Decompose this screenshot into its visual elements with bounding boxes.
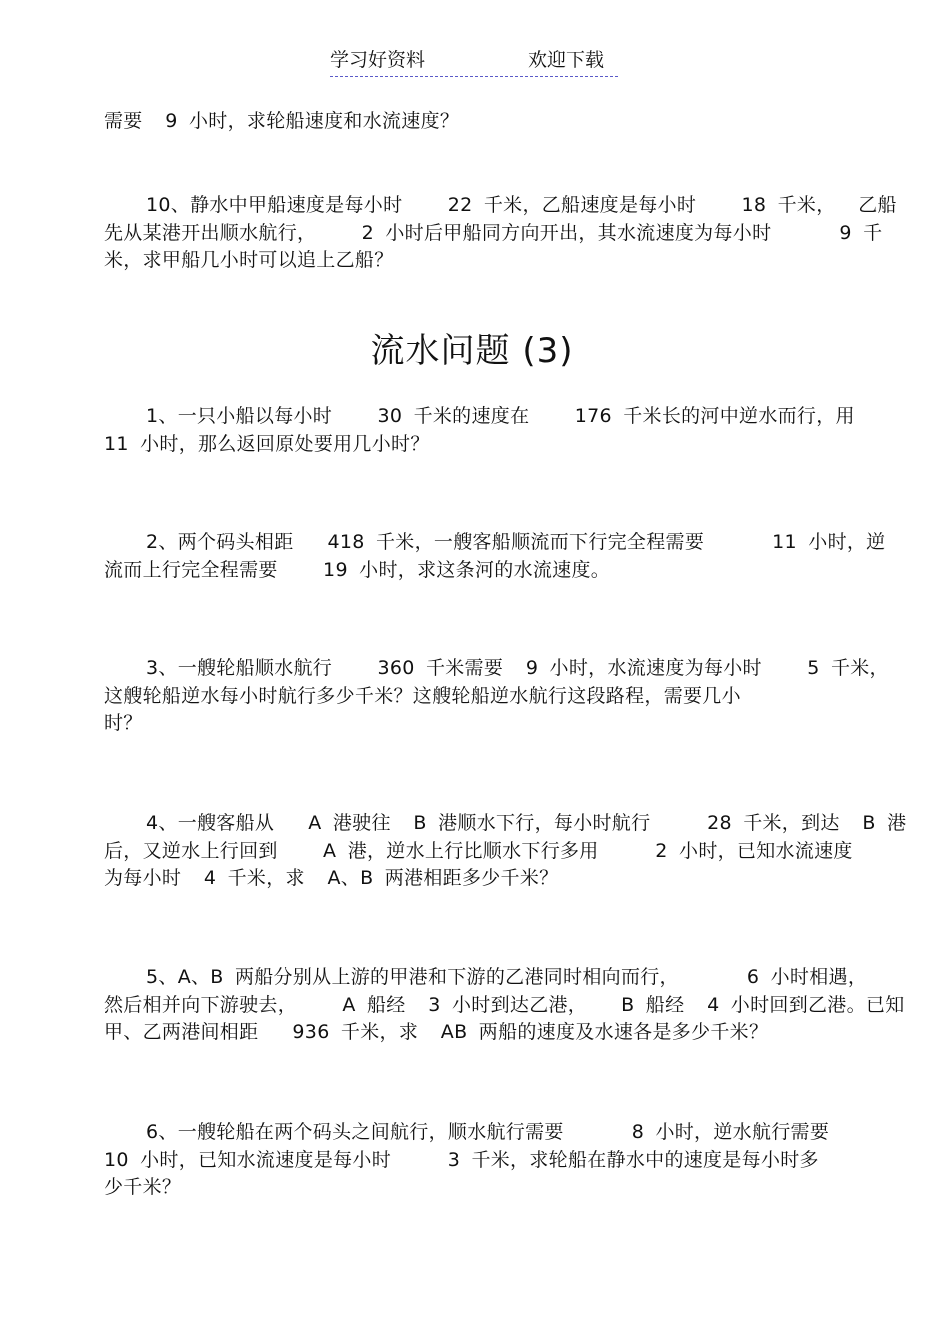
question-3 xyxy=(104,655,889,738)
question-4 xyxy=(104,810,907,893)
question-6 xyxy=(104,1119,844,1202)
q6-line-3: 少千米？ xyxy=(104,1176,182,1198)
intro-line-1: 需要 9 小时，求轮船速度和水流速度？ xyxy=(104,110,460,132)
page-header xyxy=(330,46,618,77)
q5-line-1: 5、A、B 两船分别从上游的甲港和下游的乙港同时相向而行， 6 小时相遇， xyxy=(146,966,868,988)
q1-line-1: 1、一只小船以每小时 30 千米的速度在 176 千米长的河中逆水而行，用 xyxy=(146,405,855,427)
question-1 xyxy=(104,403,855,458)
q10-line-2: 先从某港开出顺水航行， 2 小时后甲船同方向开出，其水流速度为每小时 9 千 xyxy=(104,221,883,244)
q6-line-1: 6、一艘轮船在两个码头之间航行，顺水航行需要 8 小时，逆水航行需要 xyxy=(146,1121,830,1143)
q3-line-2: 这艘轮船逆水每小时航行多少千米？这艘轮船逆水航行这段路程，需要几小 xyxy=(104,684,741,707)
q4-line-3: 为每小时 4 千米，求 A、B 两港相距多少千米？ xyxy=(104,867,559,889)
q3-line-1: 3、一艘轮船顺水航行 360 千米需要 9 小时，水流速度为每小时 5 千米， xyxy=(146,657,889,679)
q4-line-2: 后，又逆水上行回到 A 港，逆水上行比顺水下行多用 2 小时，已知水流速度 xyxy=(104,839,853,862)
q2-line-2: 流而上行完全程需要 19 小时，求这条河的水流速度。 xyxy=(104,558,611,581)
intro-paragraph xyxy=(104,108,844,136)
header-left-text: 学习好资料 xyxy=(330,49,426,71)
q10-line-3: 米，求甲船几小时可以追上乙船？ xyxy=(104,249,394,271)
section-title: 流水问题 (3) xyxy=(370,331,574,371)
q6-line-2: 10 小时，已知水流速度是每小时 3 千米，求轮船在静水中的速度是每小时多 xyxy=(104,1148,819,1171)
q5-line-2: 然后相并向下游驶去， A 船经 3 小时到达乙港， B 船经 4 小时回到乙港。已知 xyxy=(104,993,905,1016)
question-10 xyxy=(104,192,897,275)
q4-line-1: 4、一艘客船从 A 港驶往 B 港顺水下行，每小时航行 28 千米，到达 B 港 xyxy=(146,812,907,834)
q3-line-3: 时？ xyxy=(104,712,143,734)
q10-line-1: 10、静水中甲船速度是每小时 22 千米，乙船速度是每小时 18 千米， 乙船 xyxy=(146,194,897,216)
question-2 xyxy=(104,529,886,584)
question-5 xyxy=(104,964,905,1047)
q2-line-1: 2、两个码头相距 418 千米，一艘客船顺流而下行完全程需要 11 小时，逆 xyxy=(146,531,886,553)
header-right-text: 欢迎下载 xyxy=(528,49,605,71)
q1-line-2: 11 小时，那么返回原处要用几小时？ xyxy=(104,432,430,455)
q5-line-3: 甲、乙两港间相距 936 千米，求 AB 两船的速度及水速各是多少千米？ xyxy=(104,1021,769,1043)
